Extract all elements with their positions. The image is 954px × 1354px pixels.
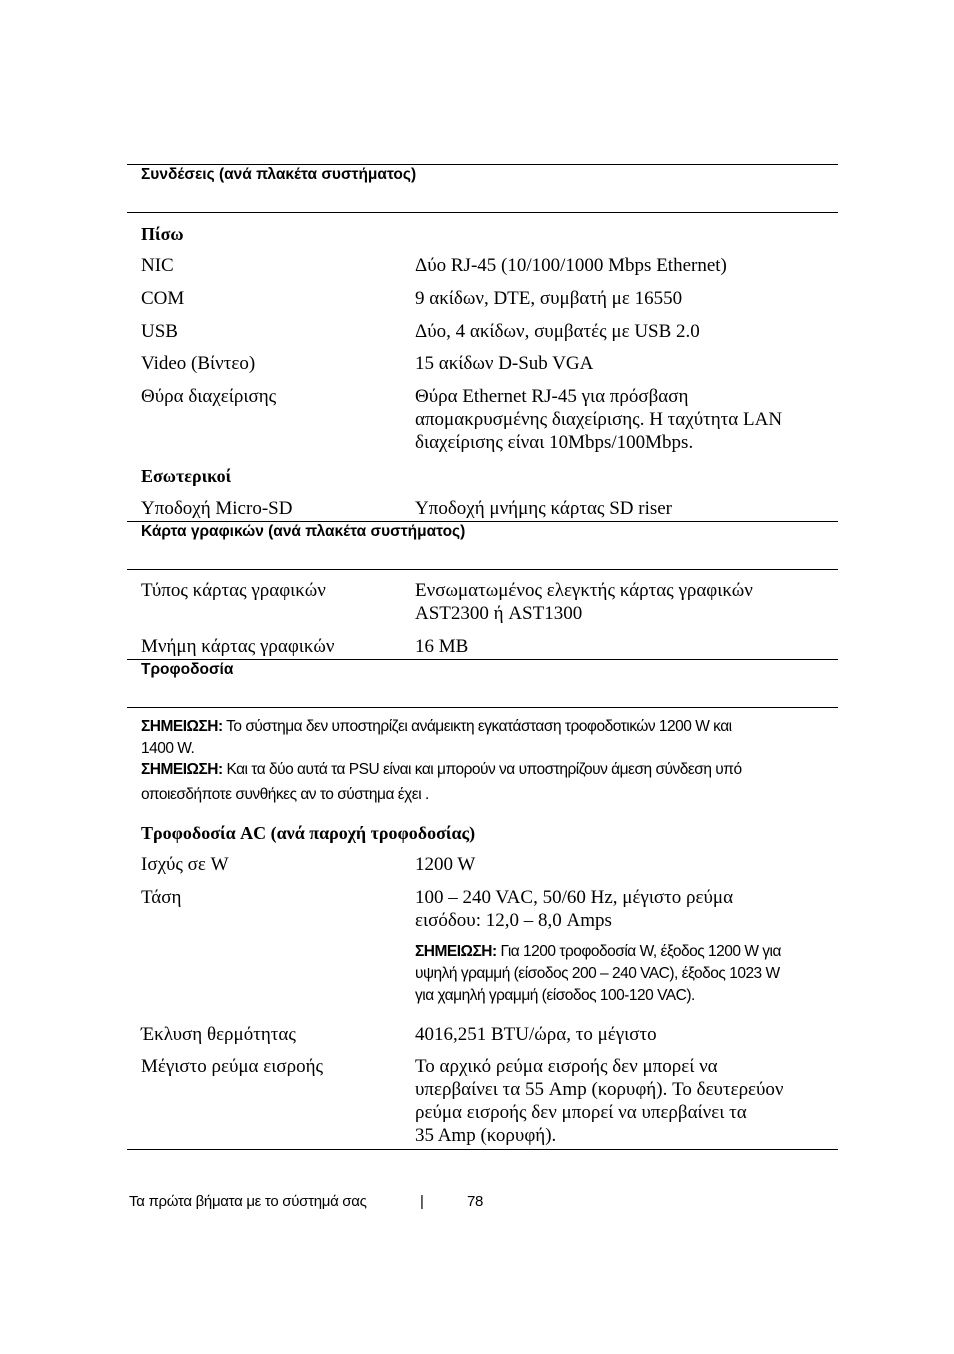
row-label: Τάση — [141, 887, 182, 908]
section-rule-top — [127, 164, 838, 165]
section-rule-top — [127, 521, 838, 522]
note-prefix: ΣΗΜΕΙΩΣΗ: — [415, 943, 497, 960]
section-title-connections: Συνδέσεις (ανά πλακέτα συστήματος) — [141, 166, 417, 183]
section-rule-bottom — [127, 212, 838, 213]
subheading-internal: Εσωτερικοί — [141, 466, 232, 486]
row-label: Υποδοχή Micro-SD — [141, 498, 293, 519]
subheading-rear: Πίσω — [141, 224, 184, 244]
note-text: Για 1200 τροφοδοσία W, έξοδος 1200 W για — [496, 943, 781, 960]
row-value — [415, 579, 830, 625]
section-rule-top — [127, 659, 838, 660]
row-label: Μέγιστο ρεύμα εισροής — [141, 1056, 324, 1077]
value-line: 100 – 240 VAC, 50/60 Hz, μέγιστο ρεύμα — [415, 887, 734, 908]
value-line: υπερβαίνει τα 55 Amp (κορυφή). Το δευτερεύον — [415, 1079, 784, 1100]
note-text: υψηλή γραμμή (είσοδος 200 – 240 VAC), έξοδος 1023 W — [415, 965, 780, 982]
value-line: Ενσωματωμένος ελεγκτής κάρτας γραφικών — [415, 580, 753, 601]
value-line: AST2300 ή AST1300 — [415, 603, 583, 624]
row-value — [415, 886, 830, 932]
row-value: 4016,251 BTU/ώρα, το μέγιστο — [415, 1024, 657, 1045]
voltage-note — [415, 941, 835, 1007]
footer-title: Τα πρώτα βήματα με το σύστημά σας — [129, 1193, 367, 1210]
table-end-rule — [127, 1149, 838, 1150]
value-line: Θύρα Ethernet RJ-45 για πρόσβαση — [415, 386, 689, 407]
note — [141, 716, 831, 760]
row-label: NIC — [141, 255, 174, 276]
value-line: διαχείρισης είναι 10Mbps/100Mbps. — [415, 432, 694, 453]
note-text: οποιεσδήποτε συνθήκες αν το σύστημα έχει . — [141, 786, 429, 803]
note-text: Το σύστημα δεν υποστηρίζει ανάμεικτη εγκατάσταση τροφοδοτικών 1200 W και — [222, 718, 732, 735]
row-label: Video (Βίντεο) — [141, 353, 256, 374]
value-line: Το αρχικό ρεύμα εισροής δεν μπορεί να — [415, 1056, 718, 1077]
note-text: 1400 W. — [141, 740, 195, 757]
row-value — [415, 385, 830, 454]
row-label: Μνήμη κάρτας γραφικών — [141, 636, 335, 657]
row-label: Έκλυση θερμότητας — [141, 1024, 296, 1045]
value-line: ρεύμα εισροής δεν μπορεί να υπερβαίνει τα — [415, 1102, 747, 1123]
row-value: 15 ακίδων D-Sub VGA — [415, 353, 594, 374]
section-rule-bottom — [127, 569, 838, 570]
section-rule-bottom — [127, 707, 838, 708]
row-value: 9 ακίδων, DTE, συμβατή με 16550 — [415, 288, 683, 309]
row-value: Δύο RJ-45 (10/100/1000 Mbps Ethernet) — [415, 255, 727, 276]
note-text: Και τα δύο αυτά τα PSU είναι και μπορούν να υποστηρίζουν άμεση σύνδεση υπό — [222, 761, 742, 778]
row-label: USB — [141, 321, 178, 342]
value-line: 35 Amp (κορυφή). — [415, 1125, 557, 1146]
note-prefix: ΣΗΜΕΙΩΣΗ: — [141, 718, 223, 735]
note-prefix: ΣΗΜΕΙΩΣΗ: — [141, 761, 223, 778]
section-title-graphics: Κάρτα γραφικών (ανά πλακέτα συστήματος) — [141, 523, 466, 540]
row-value: Υποδοχή μνήμης κάρτας SD riser — [415, 498, 673, 519]
page-number: 78 — [467, 1193, 484, 1210]
note-text: για χαμηλή γραμμή (είσοδος 100-120 VAC). — [415, 987, 695, 1004]
row-label: Θύρα διαχείρισης — [141, 386, 277, 407]
row-value: 1200 W — [415, 854, 476, 875]
note — [141, 759, 831, 806]
row-label: COM — [141, 288, 185, 309]
subheading-ac-power: Τροφοδοσία AC (ανά παροχή τροφοδοσίας) — [141, 823, 476, 843]
value-line: απομακρυσμένης διαχείρισης. Η ταχύτητα LAN — [415, 409, 783, 430]
row-label: Τύπος κάρτας γραφικών — [141, 580, 326, 601]
row-value: Δύο, 4 ακίδων, συμβατές με USB 2.0 — [415, 321, 700, 342]
footer-separator: | — [420, 1193, 424, 1210]
row-value: 16 MB — [415, 636, 469, 657]
row-value — [415, 1055, 830, 1147]
section-title-power: Τροφοδοσία — [141, 661, 234, 678]
value-line: εισόδου: 12,0 – 8,0 Amps — [415, 910, 612, 931]
row-label: Ισχύς σε W — [141, 854, 229, 875]
